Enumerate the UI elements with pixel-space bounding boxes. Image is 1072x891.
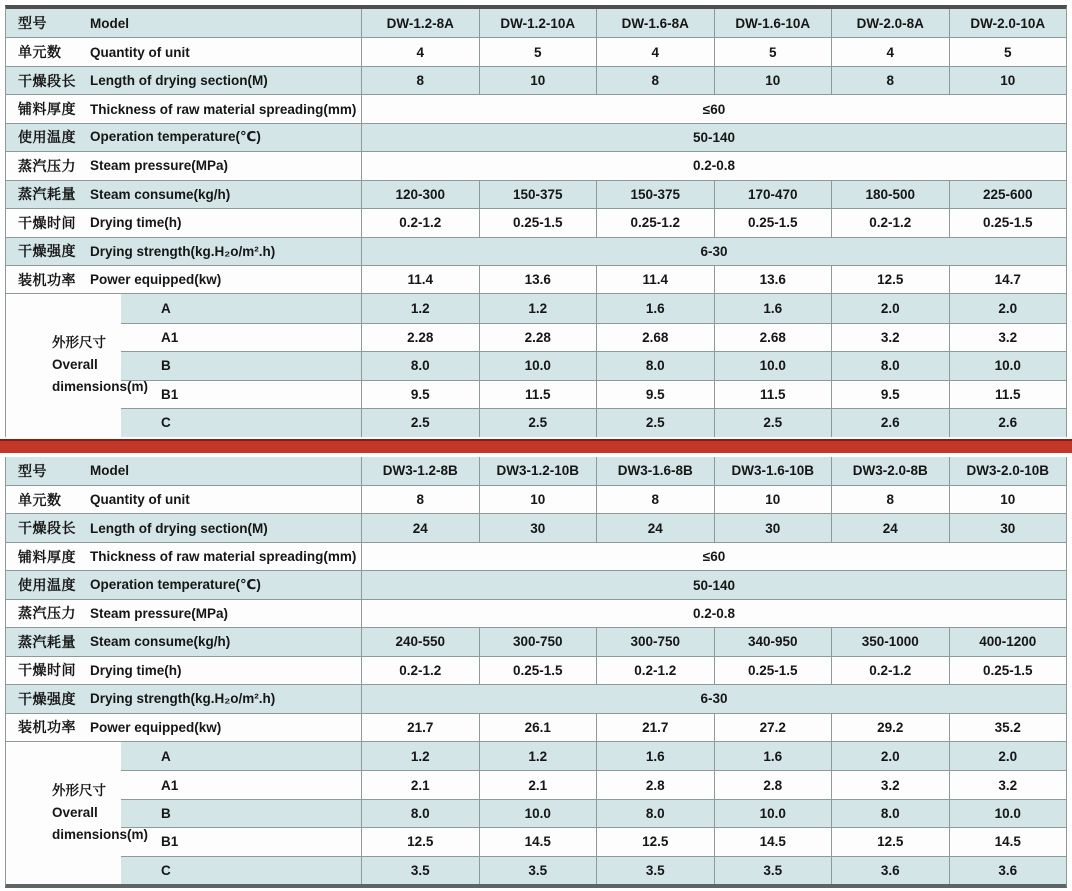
value-cell-col6: 2.0 [949, 742, 1067, 770]
row-label-zh: 单元数 [18, 491, 62, 508]
dimension-sublabel: A1 [121, 770, 361, 798]
value-cell-col4: 11.5 [714, 380, 832, 408]
value-cell-col5: 350-1000 [831, 628, 949, 655]
row-quantity-of-unit [6, 37, 1066, 65]
row-label-quantity-of-unit [6, 38, 361, 65]
dimension-row-b1 [6, 827, 1066, 855]
value-cell-col4: 340-950 [714, 628, 832, 655]
value-cell-col2: 10.0 [479, 351, 597, 379]
overall-dimensions-block [6, 741, 1066, 884]
value-cell-col5: 2.6 [831, 408, 949, 436]
dimension-sublabel: A1 [121, 323, 361, 351]
row-label-drying-time [6, 209, 361, 236]
value-cell-span: 6-30 [361, 685, 1066, 712]
row-drying-time [6, 656, 1066, 684]
value-cell-col6: 3.2 [949, 323, 1067, 351]
value-cell-col1: 1.2 [361, 742, 479, 770]
value-cell-col6: 10 [949, 486, 1067, 513]
model-cell-col1: DW3-1.2-8B [361, 457, 479, 485]
row-drying-strength [6, 237, 1066, 265]
row-label-zh: 干燥强度 [18, 690, 76, 707]
model-cell-col6: DW3-2.0-10B [949, 457, 1067, 485]
value-cell-col6: 3.2 [949, 770, 1067, 798]
value-cell-col2: 2.5 [479, 408, 597, 436]
value-cell-col3: 2.8 [596, 770, 714, 798]
row-label-zh: 干燥段长 [18, 72, 76, 89]
row-label-zh: 型号 [18, 15, 47, 32]
value-cell-col5: 4 [831, 38, 949, 65]
value-cell-col1: 21.7 [361, 714, 479, 741]
value-cell-col6: 2.6 [949, 408, 1067, 436]
row-label-drying-section-length [6, 67, 361, 94]
value-cell-col3: 2.5 [596, 408, 714, 436]
model-cell-col3: DW3-1.6-8B [596, 457, 714, 485]
value-cell-col1: 8 [361, 486, 479, 513]
value-cell-col4: 1.6 [714, 294, 832, 322]
row-steam-consume [6, 180, 1066, 208]
row-label-zh: 铺料厚度 [18, 548, 76, 565]
value-cell-col5: 8 [831, 67, 949, 94]
value-cell-col2: 2.1 [479, 770, 597, 798]
value-cell-col5: 9.5 [831, 380, 949, 408]
red-divider [0, 439, 1072, 453]
value-cell-col4: 170-470 [714, 181, 832, 208]
value-cell-col1: 2.1 [361, 770, 479, 798]
value-cell-col3: 11.4 [596, 266, 714, 293]
model-cell-col4: DW3-1.6-10B [714, 457, 832, 485]
value-cell-col2: 1.2 [479, 742, 597, 770]
value-cell-col3: 8.0 [596, 799, 714, 827]
dimension-row-c [6, 408, 1066, 436]
row-label-en: Drying strength(kg.H₂o/m².h) [90, 243, 276, 259]
row-label-zh: 单元数 [18, 44, 62, 61]
value-cell-col6: 10.0 [949, 799, 1067, 827]
value-cell-col2: 10.0 [479, 799, 597, 827]
value-cell-col1: 8 [361, 67, 479, 94]
value-cell-col4: 1.6 [714, 742, 832, 770]
dimension-row-c [6, 856, 1066, 884]
dimension-row-a1 [6, 770, 1066, 798]
row-label-en: Steam consume(kg/h) [90, 634, 231, 650]
row-label-en: Operation temperature(℃) [90, 577, 261, 593]
value-cell-col2: 3.5 [479, 856, 597, 884]
value-cell-col3: 1.6 [596, 742, 714, 770]
value-cell-col1: 24 [361, 514, 479, 541]
value-cell-col1: 9.5 [361, 380, 479, 408]
value-cell-col6: 30 [949, 514, 1067, 541]
value-cell-col4: 10.0 [714, 799, 832, 827]
row-drying-time [6, 208, 1066, 236]
row-label-en: Length of drying section(M) [90, 73, 268, 89]
row-label-en: Power equipped(kw) [90, 719, 222, 735]
overall-dimensions-label [6, 294, 149, 436]
overall-dimensions-label-line: 外形尺寸 [52, 783, 106, 799]
value-cell-col5: 3.2 [831, 323, 949, 351]
value-cell-span: 0.2-0.8 [361, 152, 1066, 179]
value-cell-span: 0.2-0.8 [361, 600, 1066, 627]
value-cell-span: 50-140 [361, 571, 1066, 598]
value-cell-col6: 2.0 [949, 294, 1067, 322]
value-cell-col3: 12.5 [596, 827, 714, 855]
row-label-en: Drying strength(kg.H₂o/m².h) [90, 691, 276, 707]
row-label-steam-consume [6, 181, 361, 208]
value-cell-col3: 9.5 [596, 380, 714, 408]
value-cell-col2: 26.1 [479, 714, 597, 741]
row-quantity-of-unit [6, 485, 1066, 513]
value-cell-col3: 1.6 [596, 294, 714, 322]
value-cell-span: ≤60 [361, 543, 1066, 570]
value-cell-col3: 3.5 [596, 856, 714, 884]
row-label-zh: 干燥时间 [18, 214, 76, 231]
row-label-operation-temperature [6, 571, 361, 598]
row-label-zh: 型号 [18, 462, 47, 479]
value-cell-col4: 0.25-1.5 [714, 209, 832, 236]
model-cell-col5: DW3-2.0-8B [831, 457, 949, 485]
value-cell-col5: 2.0 [831, 294, 949, 322]
value-cell-col3: 24 [596, 514, 714, 541]
value-cell-col2: 14.5 [479, 827, 597, 855]
value-cell-col2: 5 [479, 38, 597, 65]
value-cell-span: 6-30 [361, 238, 1066, 265]
row-label-spreading-thickness [6, 95, 361, 122]
row-label-en: Steam pressure(MPa) [90, 158, 229, 174]
row-label-power-equipped [6, 714, 361, 741]
row-label-en: Drying time(h) [90, 215, 182, 231]
dimension-sublabel: B1 [121, 827, 361, 855]
row-label-en: Length of drying section(M) [90, 520, 268, 536]
value-cell-col5: 0.2-1.2 [831, 209, 949, 236]
value-cell-col6: 14.7 [949, 266, 1067, 293]
row-label-zh: 干燥时间 [18, 662, 76, 679]
value-cell-col1: 1.2 [361, 294, 479, 322]
dimension-sublabel: A [161, 301, 171, 317]
value-cell-col4: 2.5 [714, 408, 832, 436]
model-cell-col5: DW-2.0-8A [831, 9, 949, 37]
row-label-en: Thickness of raw material spreading(mm) [90, 549, 357, 565]
value-cell-col1: 240-550 [361, 628, 479, 655]
value-cell-col1: 3.5 [361, 856, 479, 884]
dimension-sublabel: B [121, 351, 361, 379]
value-cell-col5: 0.2-1.2 [831, 657, 949, 684]
row-spreading-thickness [6, 542, 1066, 570]
value-cell-col5: 12.5 [831, 266, 949, 293]
row-steam-pressure [6, 151, 1066, 179]
dimension-row-a [6, 294, 1066, 322]
value-cell-col6: 400-1200 [949, 628, 1067, 655]
value-cell-col4: 27.2 [714, 714, 832, 741]
dimension-row-b [6, 351, 1066, 379]
row-label-zh: 使用温度 [18, 577, 76, 594]
value-cell-col1: 0.2-1.2 [361, 657, 479, 684]
value-cell-col6: 3.6 [949, 856, 1067, 884]
row-label-zh: 干燥强度 [18, 243, 76, 260]
value-cell-col4: 2.68 [714, 323, 832, 351]
value-cell-col3: 0.2-1.2 [596, 657, 714, 684]
value-cell-col1: 120-300 [361, 181, 479, 208]
row-label-zh: 装机功率 [18, 271, 76, 288]
row-label-drying-time [6, 657, 361, 684]
value-cell-col2: 0.25-1.5 [479, 657, 597, 684]
value-cell-col2: 13.6 [479, 266, 597, 293]
value-cell-col3: 8.0 [596, 351, 714, 379]
value-cell-col2: 11.5 [479, 380, 597, 408]
overall-dimensions-label [6, 742, 149, 884]
row-label-en: Operation temperature(℃) [90, 129, 261, 145]
overall-dimensions-label-line: dimensions(m) [52, 827, 149, 843]
row-label-zh: 蒸汽压力 [18, 157, 76, 174]
row-label-en: Model [90, 463, 129, 479]
value-cell-col2: 150-375 [479, 181, 597, 208]
value-cell-col6: 5 [949, 38, 1067, 65]
dimension-row-b1 [6, 380, 1066, 408]
value-cell-col6: 10 [949, 67, 1067, 94]
value-cell-col5: 8.0 [831, 351, 949, 379]
value-cell-col2: 300-750 [479, 628, 597, 655]
dimension-sublabel: B1 [121, 380, 361, 408]
value-cell-col5: 8 [831, 486, 949, 513]
dimension-sublabel: C [121, 856, 361, 884]
value-cell-col3: 4 [596, 38, 714, 65]
dimension-sublabel: C [121, 408, 361, 436]
value-cell-col4: 10 [714, 486, 832, 513]
row-model [6, 457, 1066, 485]
row-operation-temperature [6, 570, 1066, 598]
value-cell-col1: 11.4 [361, 266, 479, 293]
row-label-zh: 铺料厚度 [18, 101, 76, 118]
value-cell-col2: 10 [479, 67, 597, 94]
model-cell-col4: DW-1.6-10A [714, 9, 832, 37]
value-cell-col1: 4 [361, 38, 479, 65]
model-cell-col3: DW-1.6-8A [596, 9, 714, 37]
value-cell-col4: 10.0 [714, 351, 832, 379]
value-cell-col4: 30 [714, 514, 832, 541]
row-label-zh: 使用温度 [18, 129, 76, 146]
value-cell-col2: 30 [479, 514, 597, 541]
value-cell-col4: 3.5 [714, 856, 832, 884]
model-cell-col1: DW-1.2-8A [361, 9, 479, 37]
value-cell-col4: 13.6 [714, 266, 832, 293]
row-label-quantity-of-unit [6, 486, 361, 513]
value-cell-col2: 2.28 [479, 323, 597, 351]
dimension-row-a [6, 742, 1066, 770]
value-cell-col4: 10 [714, 67, 832, 94]
overall-dimensions-label-line: 外形尺寸 [52, 335, 106, 351]
value-cell-col4: 0.25-1.5 [714, 657, 832, 684]
value-cell-col6: 11.5 [949, 380, 1067, 408]
value-cell-col1: 8.0 [361, 351, 479, 379]
value-cell-col5: 180-500 [831, 181, 949, 208]
value-cell-col6: 0.25-1.5 [949, 657, 1067, 684]
row-label-drying-section-length [6, 514, 361, 541]
dimension-sublabel: B [121, 799, 361, 827]
spec-table-series-b [5, 457, 1067, 889]
row-label-en: Steam pressure(MPa) [90, 605, 229, 621]
row-label-drying-strength [6, 685, 361, 712]
row-drying-section-length [6, 66, 1066, 94]
value-cell-col5: 3.6 [831, 856, 949, 884]
dimension-row-b [6, 799, 1066, 827]
value-cell-span: 50-140 [361, 124, 1066, 151]
row-label-drying-strength [6, 238, 361, 265]
dimension-sublabel: A [161, 748, 171, 764]
row-label-zh: 蒸汽压力 [18, 605, 76, 622]
overall-dimensions-label-line: Overall [52, 805, 98, 821]
row-label-en: Thickness of raw material spreading(mm) [90, 101, 357, 117]
value-cell-col3: 8 [596, 67, 714, 94]
value-cell-col6: 225-600 [949, 181, 1067, 208]
row-label-en: Quantity of unit [90, 492, 190, 508]
row-label-steam-consume [6, 628, 361, 655]
row-label-spreading-thickness [6, 543, 361, 570]
row-drying-strength [6, 684, 1066, 712]
row-label-en: Power equipped(kw) [90, 272, 222, 288]
row-label-operation-temperature [6, 124, 361, 151]
value-cell-col1: 0.2-1.2 [361, 209, 479, 236]
value-cell-col4: 5 [714, 38, 832, 65]
row-label-model [6, 457, 361, 485]
value-cell-col5: 3.2 [831, 770, 949, 798]
value-cell-col1: 8.0 [361, 799, 479, 827]
value-cell-col4: 2.8 [714, 770, 832, 798]
value-cell-col3: 21.7 [596, 714, 714, 741]
value-cell-col3: 0.25-1.2 [596, 209, 714, 236]
value-cell-span: ≤60 [361, 95, 1066, 122]
row-label-zh: 蒸汽耗量 [18, 633, 76, 650]
value-cell-col2: 0.25-1.5 [479, 209, 597, 236]
row-label-zh: 装机功率 [18, 719, 76, 736]
row-label-zh: 干燥段长 [18, 520, 76, 537]
model-cell-col6: DW-2.0-10A [949, 9, 1067, 37]
value-cell-col3: 8 [596, 486, 714, 513]
row-drying-section-length [6, 513, 1066, 541]
row-power-equipped [6, 713, 1066, 741]
row-label-steam-pressure [6, 600, 361, 627]
value-cell-col5: 2.0 [831, 742, 949, 770]
row-model [6, 9, 1066, 37]
value-cell-col6: 0.25-1.5 [949, 209, 1067, 236]
value-cell-col4: 14.5 [714, 827, 832, 855]
value-cell-col1: 12.5 [361, 827, 479, 855]
spec-table-series-a [5, 5, 1067, 437]
value-cell-col5: 8.0 [831, 799, 949, 827]
overall-dimensions-block [6, 293, 1066, 436]
dimension-row-a1 [6, 323, 1066, 351]
model-cell-col2: DW3-1.2-10B [479, 457, 597, 485]
row-label-zh: 蒸汽耗量 [18, 186, 76, 203]
value-cell-col6: 10.0 [949, 351, 1067, 379]
row-steam-consume [6, 627, 1066, 655]
row-operation-temperature [6, 123, 1066, 151]
value-cell-col3: 150-375 [596, 181, 714, 208]
model-cell-col2: DW-1.2-10A [479, 9, 597, 37]
row-steam-pressure [6, 599, 1066, 627]
row-label-en: Steam consume(kg/h) [90, 186, 231, 202]
value-cell-col5: 24 [831, 514, 949, 541]
value-cell-col1: 2.28 [361, 323, 479, 351]
value-cell-col2: 1.2 [479, 294, 597, 322]
row-label-en: Model [90, 15, 129, 31]
row-spreading-thickness [6, 94, 1066, 122]
overall-dimensions-label-line: dimensions(m) [52, 379, 149, 395]
value-cell-col6: 35.2 [949, 714, 1067, 741]
value-cell-col5: 12.5 [831, 827, 949, 855]
row-label-en: Drying time(h) [90, 662, 182, 678]
value-cell-col2: 10 [479, 486, 597, 513]
overall-dimensions-label-line: Overall [52, 357, 98, 373]
row-label-steam-pressure [6, 152, 361, 179]
value-cell-col3: 300-750 [596, 628, 714, 655]
row-label-power-equipped [6, 266, 361, 293]
value-cell-col3: 2.68 [596, 323, 714, 351]
row-power-equipped [6, 265, 1066, 293]
value-cell-col5: 29.2 [831, 714, 949, 741]
value-cell-col1: 2.5 [361, 408, 479, 436]
row-label-model [6, 9, 361, 37]
row-label-en: Quantity of unit [90, 44, 190, 60]
value-cell-col6: 14.5 [949, 827, 1067, 855]
